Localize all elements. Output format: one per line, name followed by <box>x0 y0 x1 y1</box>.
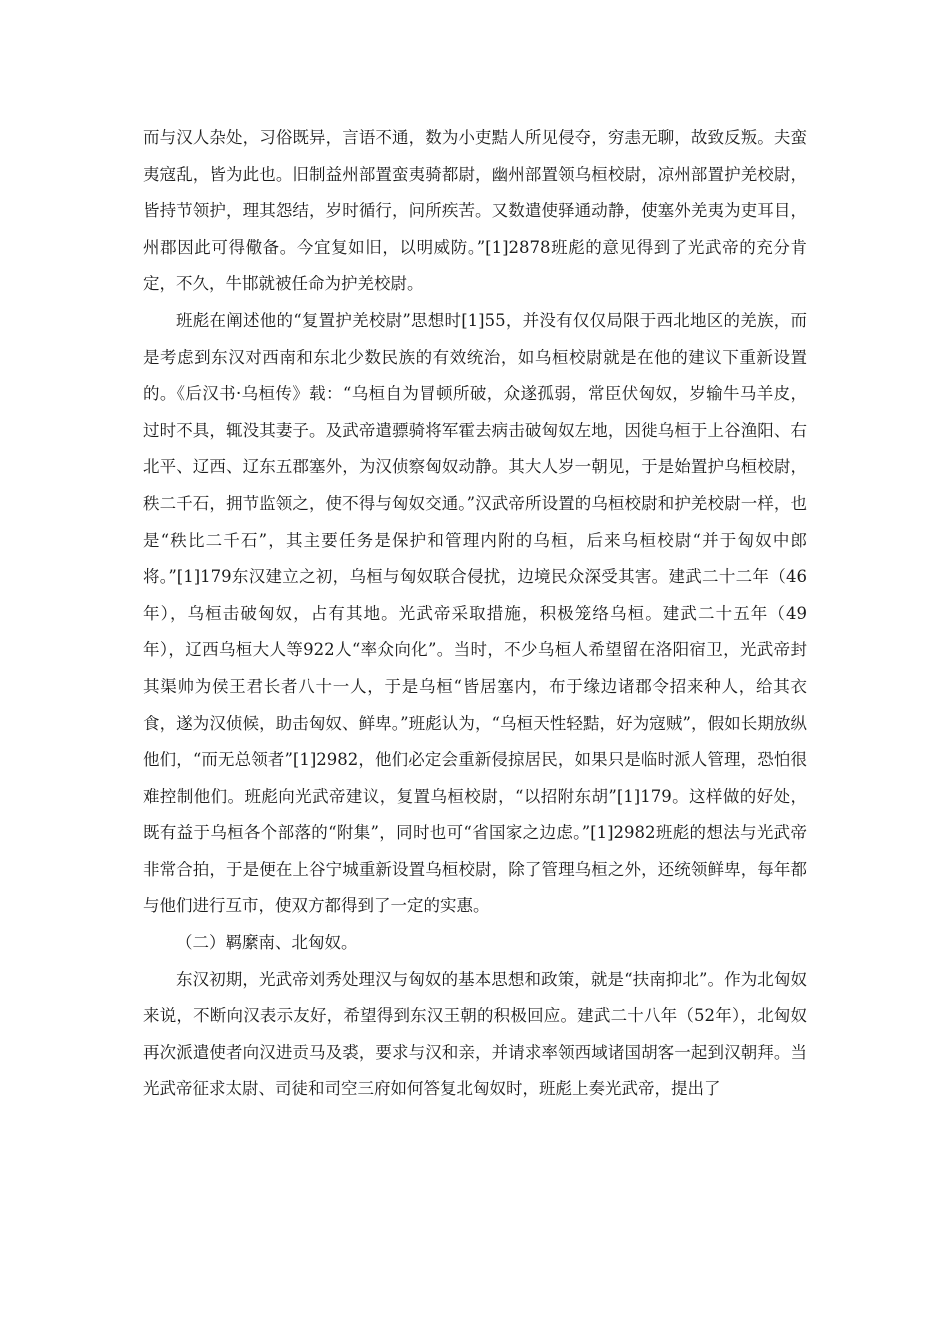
paragraph-1: 而与汉人杂处，习俗既异，言语不通，数为小吏黠人所见侵夺，穷恚无聊，故致反叛。夫蛮夷寇乱，皆为此也。旧制益州部置蛮夷骑都尉，幽州部置领乌桓校尉，凉州部置护羌校尉，皆持节领护，理其怨结，岁时循行，问所疾苦。又数遣使驿通动静，使塞外羌夷为吏耳目，州郡因此可得儆备。今宜复如旧，以明威防。”[1]2878班彪的意见得到了光武帝的充分肯定，不久，牛邯就被任命为护羌校尉。 <box>143 128 807 294</box>
paragraph-2: 班彪在阐述他的“复置护羌校尉”思想时[1]55，并没有仅仅局限于西北地区的羌族，而是考虑到东汉对西南和东北少数民族的有效统治，如乌桓校尉就是在他的建议下重新设置的。《后汉书·乌桓传》载：“乌桓自为冒顿所破，众遂孤弱，常臣伏匈奴，岁输牛马羊皮，过时不具，辄没其妻子。及武帝遣骠骑将军霍去病击破匈奴左地，因徙乌桓于上谷渔阳、右北平、辽西、辽东五郡塞外，为汉侦察匈奴动静。其大人岁一朝见，于是始置护乌桓校尉，秩二千石，拥节监领之，使不得与匈奴交通。”汉武帝所设置的乌桓校尉和护羌校尉一样，也是“秩比二千石”，其主要任务是保护和管理内附的乌桓，后来乌桓校尉“并于匈奴中郎将。”[1]179东汉建立之初，乌桓与匈奴联合侵扰，边境民众深受其害。建武二十二年（46年），乌桓击破匈奴，占有其地。光武帝采取措施，积极笼络乌桓。建武二十五年（49年），辽西乌桓大人等922人“率众向化”。当时，不少乌桓人希望留在洛阳宿卫，光武帝封其渠帅为侯王君长者八十一人，于是乌桓“皆居塞内，布于缘边诸郡令招来种人，给其衣食，遂为汉侦候，助击匈奴、鲜卑。”班彪认为，“乌桓天性轻黠，好为寇贼”，假如长期放纵他们，“而无总领者”[1]2982，他们必定会重新侵掠居民，如果只是临时派人管理，恐怕很难控制他们。班彪向光武帝建议，复置乌桓校尉，“以招附东胡”[1]179。这样做的好处，既有益于乌桓各个部落的“附集”，同时也可“省国家之边虑。”[1]2982班彪的想法与光武帝非常合拍，于是便在上谷宁城重新设置乌桓校尉，除了管理乌桓之外，还统领鲜卑，每年都与他们进行互市，使双方都得到了一定的实惠。 <box>143 310 807 916</box>
section-heading: （二）羁縻南、北匈奴。 <box>176 933 358 953</box>
document-page <box>143 120 807 1108</box>
paragraph-3: 东汉初期，光武帝刘秀处理汉与匈奴的基本思想和政策，就是“扶南抑北”。作为北匈奴来说，不断向汉表示友好，希望得到东汉王朝的积极回应。建武二十八年（52年），北匈奴再次派遣使者向汉进贡马及裘，要求与汉和亲，并请求率领西域诸国胡客一起到汉朝拜。当光武帝征求太尉、司徒和司空三府如何答复北匈奴时，班彪上奏光武帝，提出了 <box>143 969 807 1099</box>
